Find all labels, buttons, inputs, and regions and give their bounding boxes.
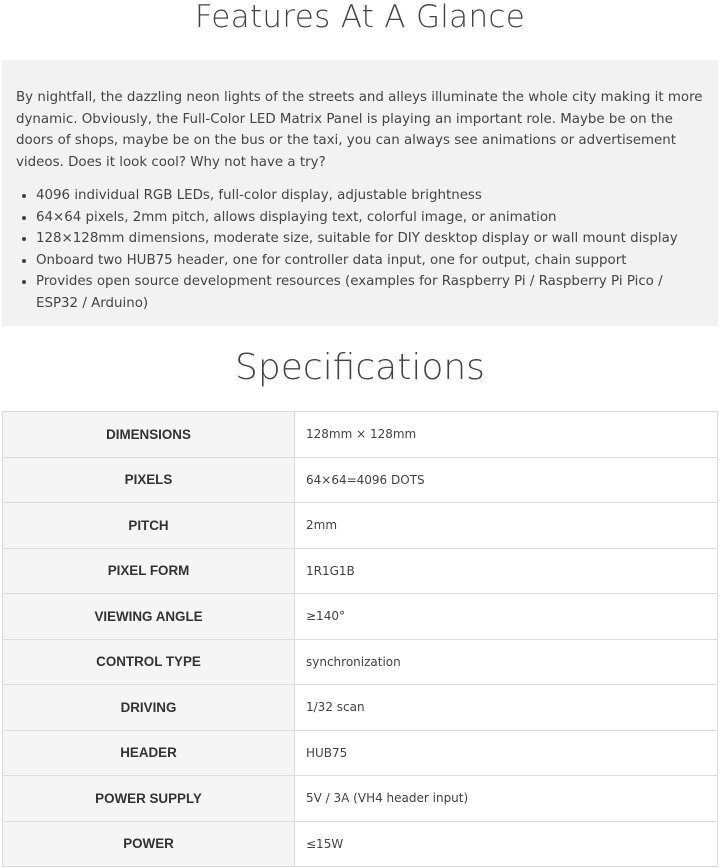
specifications-heading: Specifications [235, 347, 485, 388]
table-row [3, 776, 718, 822]
table-row [3, 639, 718, 685]
table-row [3, 503, 718, 549]
spec-value: 128mm × 128mm [295, 412, 718, 458]
table-row [3, 412, 718, 458]
table-row [3, 594, 718, 640]
spec-label: PIXEL FORM [3, 548, 295, 594]
table-row [3, 548, 718, 594]
spec-value: synchronization [295, 639, 718, 685]
features-list-item: • 4096 individual RGB LEDs, full-color display, adjustable brightness [36, 185, 706, 207]
spec-value: ≥140° [295, 594, 718, 640]
spec-value: ≤15W [295, 821, 718, 867]
features-list-item: • Provides open source development resources (examples for Raspberry Pi / Raspberry Pi Pico / ESP32 / Arduino) [36, 271, 706, 314]
table-row [3, 821, 718, 867]
spec-label: PITCH [3, 503, 295, 549]
spec-label: CONTROL TYPE [3, 639, 295, 685]
features-intro: By nightfall, the dazzling neon lights of the streets and alleys illuminate the whole city making it more dynamic. Obviously, the Full-Color LED Matrix Panel is playing an important role. Maybe be on the doors of shops, maybe be on the bus or the taxi, you can always see animations or advertisement videos. Does it look cool? Why not have a try? [16, 90, 703, 170]
table-row [3, 685, 718, 731]
spec-label: POWER [3, 821, 295, 867]
spec-label: DIMENSIONS [3, 412, 295, 458]
spec-value: HUB75 [295, 730, 718, 776]
features-list-item: • 64×64 pixels, 2mm pitch, allows displaying text, colorful image, or animation [36, 207, 706, 229]
features-list-item: • Onboard two HUB75 header, one for controller data input, one for output, chain support [36, 250, 706, 272]
features-heading: Features At A Glance [194, 0, 526, 35]
table-row [3, 457, 718, 503]
spec-label: DRIVING [3, 685, 295, 731]
spec-value: 2mm [295, 503, 718, 549]
features-list [16, 185, 706, 314]
features-list-item: • 128×128mm dimensions, moderate size, suitable for DIY desktop display or wall mount display [36, 228, 706, 250]
spec-value: 5V / 3A (VH4 header input) [295, 776, 718, 822]
table-row [3, 730, 718, 776]
spec-value: 64×64=4096 DOTS [295, 457, 718, 503]
spec-label: PIXELS [3, 457, 295, 503]
spec-label: VIEWING ANGLE [3, 594, 295, 640]
spec-label: HEADER [3, 730, 295, 776]
spec-label: POWER SUPPLY [3, 776, 295, 822]
spec-value: 1/32 scan [295, 685, 718, 731]
features-panel [2, 60, 718, 326]
specifications-table [2, 411, 718, 867]
spec-value: 1R1G1B [295, 548, 718, 594]
